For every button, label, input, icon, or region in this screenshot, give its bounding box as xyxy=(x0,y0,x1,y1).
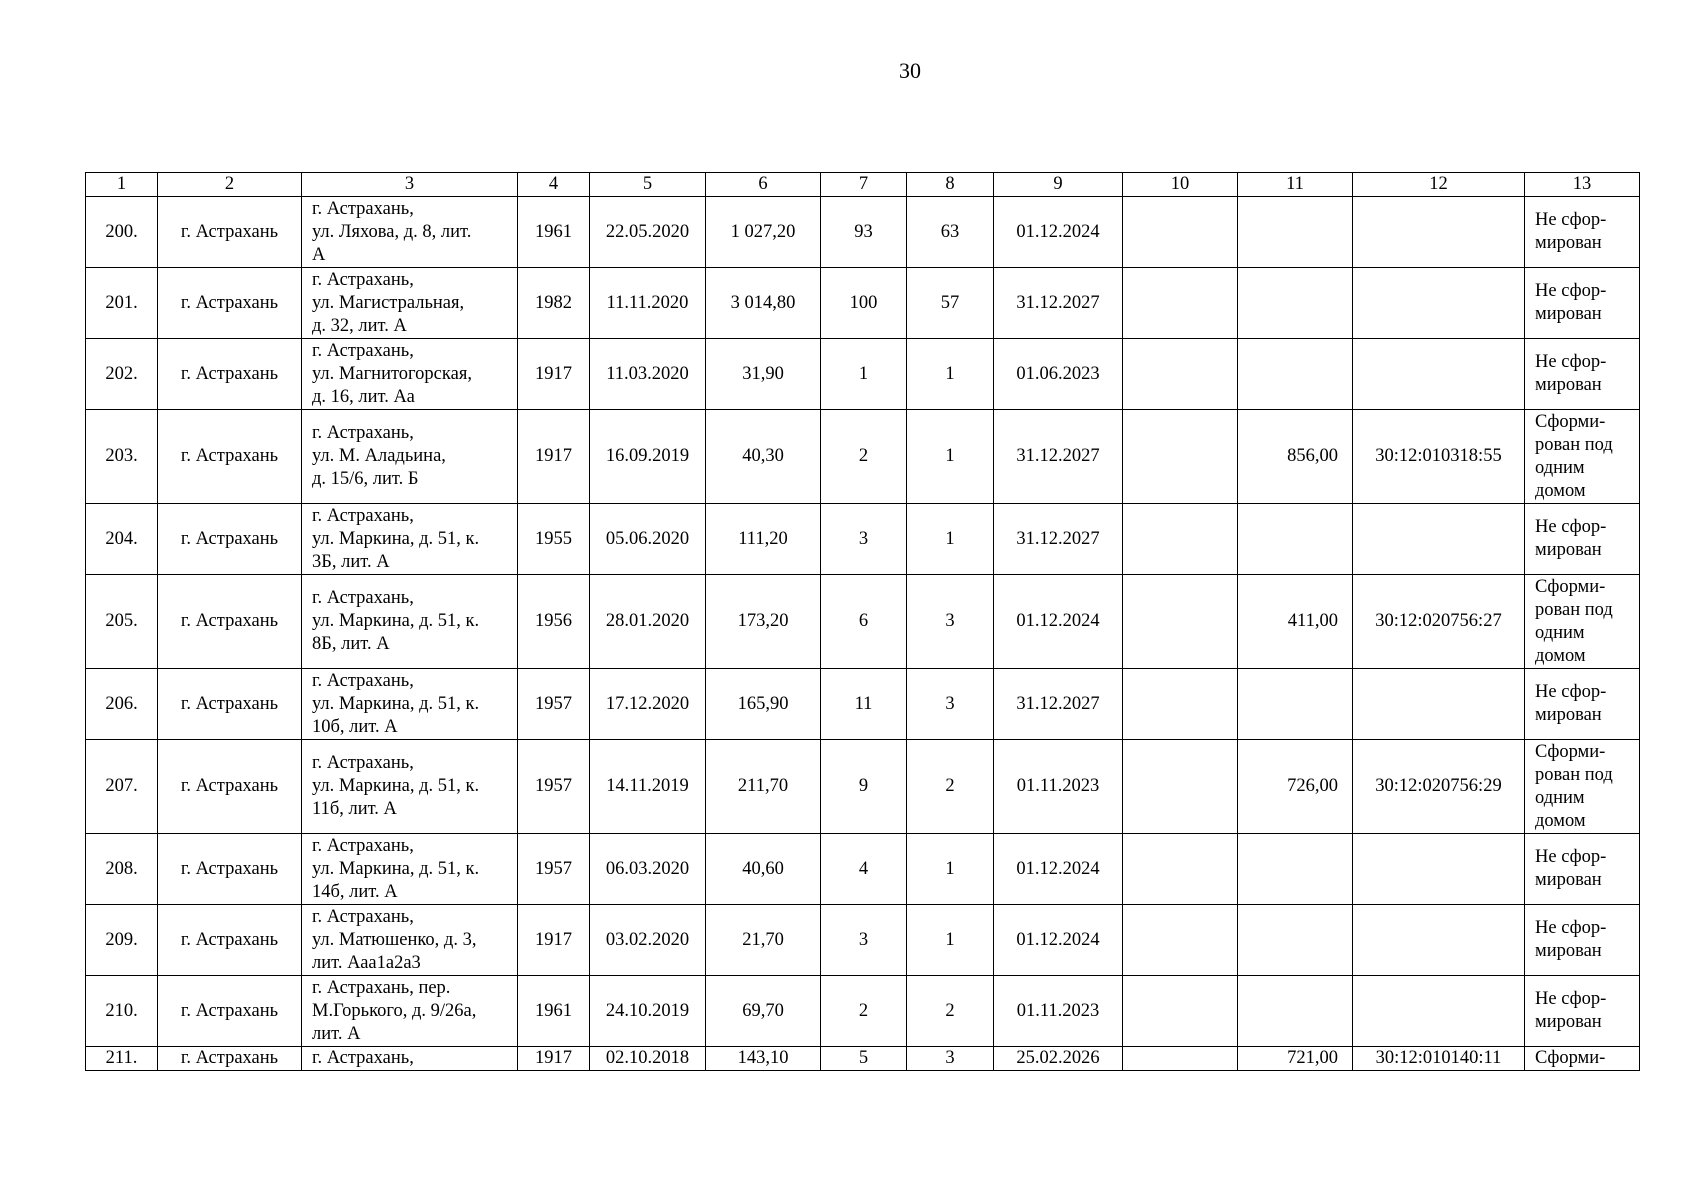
table-row xyxy=(86,669,1640,740)
address-line: лит. А xyxy=(312,1023,361,1044)
land-status-cell xyxy=(1525,504,1640,575)
date-cell: 05.06.2020 xyxy=(590,504,706,575)
address-line: г. Астрахань, xyxy=(312,835,414,856)
city-cell: г. Астрахань xyxy=(158,197,302,268)
column-10-cell xyxy=(1123,504,1238,575)
land-status-line: одним xyxy=(1535,622,1585,643)
land-status-line: Сформи- xyxy=(1535,741,1606,762)
land-status-cell xyxy=(1525,740,1640,834)
deadline-cell: 01.06.2023 xyxy=(994,339,1123,410)
cadastral-number-cell xyxy=(1353,976,1525,1047)
deadline-cell: 31.12.2027 xyxy=(994,504,1123,575)
land-status-line: мирован xyxy=(1535,941,1602,961)
cadastral-number-cell xyxy=(1353,905,1525,976)
table-row xyxy=(86,976,1640,1047)
city-cell: г. Астрахань xyxy=(158,268,302,339)
city-cell: г. Астрахань xyxy=(158,410,302,504)
land-status-cell xyxy=(1525,268,1640,339)
address-line: М.Горького, д. 9/26а, xyxy=(312,1000,477,1021)
row-number-cell: 207. xyxy=(86,740,158,834)
date-cell: 06.03.2020 xyxy=(590,834,706,905)
land-status-cell xyxy=(1525,976,1640,1047)
deadline-cell: 31.12.2027 xyxy=(994,410,1123,504)
column-7-cell: 11 xyxy=(821,669,907,740)
year-cell: 1956 xyxy=(518,575,590,669)
table-row xyxy=(86,339,1640,410)
address-line: г. Астрахань, xyxy=(312,906,414,927)
address-cell xyxy=(302,834,518,905)
deadline-cell: 01.11.2023 xyxy=(994,740,1123,834)
address-line: д. 15/6, лит. Б xyxy=(312,469,419,489)
row-number-cell: 201. xyxy=(86,268,158,339)
column-10-cell xyxy=(1123,669,1238,740)
cadastral-number-cell xyxy=(1353,504,1525,575)
address-cell xyxy=(302,268,518,339)
table-row xyxy=(86,268,1640,339)
address-cell xyxy=(302,1047,518,1071)
column-8-cell: 1 xyxy=(907,504,994,575)
year-cell: 1917 xyxy=(518,905,590,976)
cadastral-number-cell xyxy=(1353,669,1525,740)
column-number: 8 xyxy=(907,173,994,197)
cadastral-number-cell xyxy=(1353,197,1525,268)
land-status-line: домом xyxy=(1535,645,1586,666)
column-10-cell xyxy=(1123,197,1238,268)
area-cell: 1 027,20 xyxy=(706,197,821,268)
column-8-cell: 1 xyxy=(907,905,994,976)
land-status-line: мирован xyxy=(1535,540,1602,560)
address-cell xyxy=(302,504,518,575)
address-line: ул. Маркина, д. 51, к. xyxy=(312,611,480,631)
land-status-line: мирован xyxy=(1535,233,1602,253)
land-status-line: Не сфор- xyxy=(1535,918,1607,938)
column-number: 13 xyxy=(1525,173,1640,197)
column-10-cell xyxy=(1123,1047,1238,1071)
cadastral-number-cell: 30:12:020756:27 xyxy=(1353,575,1525,669)
address-cell xyxy=(302,197,518,268)
address-line: д. 32, лит. А xyxy=(312,315,407,336)
column-8-cell: 3 xyxy=(907,669,994,740)
column-7-cell: 2 xyxy=(821,410,907,504)
date-cell: 16.09.2019 xyxy=(590,410,706,504)
land-status-line: одним xyxy=(1535,787,1585,808)
cadastral-number-cell: 30:12:020756:29 xyxy=(1353,740,1525,834)
area-cell: 40,30 xyxy=(706,410,821,504)
column-number: 6 xyxy=(706,173,821,197)
land-area-cell xyxy=(1238,905,1353,976)
table-row xyxy=(86,905,1640,976)
land-area-cell: 856,00 xyxy=(1238,410,1353,504)
land-area-cell: 721,00 xyxy=(1238,1047,1353,1071)
city-cell: г. Астрахань xyxy=(158,976,302,1047)
address-line: г. Астрахань, xyxy=(312,269,414,290)
land-status-line: мирован xyxy=(1535,870,1602,890)
column-8-cell: 2 xyxy=(907,740,994,834)
land-area-cell xyxy=(1238,504,1353,575)
land-status-cell xyxy=(1525,575,1640,669)
area-cell: 111,20 xyxy=(706,504,821,575)
date-cell: 02.10.2018 xyxy=(590,1047,706,1071)
address-line: г. Астрахань, xyxy=(312,423,414,443)
column-number: 3 xyxy=(302,173,518,197)
land-status-line: Не сфор- xyxy=(1535,682,1607,702)
column-7-cell: 93 xyxy=(821,197,907,268)
land-area-cell xyxy=(1238,976,1353,1047)
land-status-line: Не сфор- xyxy=(1535,517,1607,537)
land-status-line: мирован xyxy=(1535,375,1602,395)
land-status-line: рован под xyxy=(1535,434,1613,455)
city-cell: г. Астрахань xyxy=(158,1047,302,1071)
table-row xyxy=(86,410,1640,504)
column-10-cell xyxy=(1123,339,1238,410)
land-status-line: Не сфор- xyxy=(1535,352,1607,372)
row-number-cell: 204. xyxy=(86,504,158,575)
land-status-line: Сформи- xyxy=(1535,576,1606,597)
address-line: 14б, лит. А xyxy=(312,881,398,902)
column-number: 5 xyxy=(590,173,706,197)
address-line: 3Б, лит. А xyxy=(312,551,390,572)
column-number: 9 xyxy=(994,173,1123,197)
address-line: ул. Маркина, д. 51, к. xyxy=(312,693,480,714)
column-8-cell: 1 xyxy=(907,834,994,905)
date-cell: 11.03.2020 xyxy=(590,339,706,410)
land-status-line: домом xyxy=(1535,810,1586,831)
address-line: 8Б, лит. А xyxy=(312,634,390,654)
cadastral-number-cell xyxy=(1353,339,1525,410)
deadline-cell: 01.12.2024 xyxy=(994,197,1123,268)
column-7-cell: 1 xyxy=(821,339,907,410)
row-number-cell: 211. xyxy=(86,1047,158,1071)
address-line: г. Астрахань, xyxy=(312,588,414,608)
year-cell: 1961 xyxy=(518,197,590,268)
deadline-cell: 31.12.2027 xyxy=(994,669,1123,740)
column-7-cell: 9 xyxy=(821,740,907,834)
city-cell: г. Астрахань xyxy=(158,339,302,410)
cadastral-number-cell: 30:12:010140:11 xyxy=(1353,1047,1525,1071)
address-line: 10б, лит. А xyxy=(312,716,398,737)
table-row xyxy=(86,1047,1640,1071)
page-number: 30 xyxy=(899,58,921,83)
cadastral-number-cell xyxy=(1353,834,1525,905)
city-cell: г. Астрахань xyxy=(158,669,302,740)
column-number: 2 xyxy=(158,173,302,197)
address-line: А xyxy=(312,244,326,265)
area-cell: 211,70 xyxy=(706,740,821,834)
row-number-cell: 205. xyxy=(86,575,158,669)
land-status-line: мирован xyxy=(1535,304,1602,324)
year-cell: 1982 xyxy=(518,268,590,339)
row-number-cell: 210. xyxy=(86,976,158,1047)
column-7-cell: 3 xyxy=(821,905,907,976)
address-line: ул. М. Аладьина, xyxy=(312,446,446,466)
year-cell: 1917 xyxy=(518,410,590,504)
column-10-cell xyxy=(1123,410,1238,504)
column-number: 10 xyxy=(1123,173,1238,197)
year-cell: 1961 xyxy=(518,976,590,1047)
column-number: 7 xyxy=(821,173,907,197)
year-cell: 1957 xyxy=(518,740,590,834)
city-cell: г. Астрахань xyxy=(158,834,302,905)
city-cell: г. Астрахань xyxy=(158,504,302,575)
table-row xyxy=(86,504,1640,575)
row-number-cell: 206. xyxy=(86,669,158,740)
column-number: 11 xyxy=(1238,173,1353,197)
area-cell: 21,70 xyxy=(706,905,821,976)
address-line: ул. Маркина, д. 51, к. xyxy=(312,858,480,879)
address-line: ул. Магистральная, xyxy=(312,292,465,313)
address-cell xyxy=(302,976,518,1047)
land-status-line: одним xyxy=(1535,457,1585,478)
row-number-cell: 203. xyxy=(86,410,158,504)
column-8-cell: 63 xyxy=(907,197,994,268)
address-cell xyxy=(302,575,518,669)
column-10-cell xyxy=(1123,740,1238,834)
land-status-line: Не сфор- xyxy=(1535,281,1607,301)
address-cell xyxy=(302,905,518,976)
area-cell: 143,10 xyxy=(706,1047,821,1071)
year-cell: 1917 xyxy=(518,339,590,410)
land-area-cell xyxy=(1238,669,1353,740)
table-row xyxy=(86,834,1640,905)
column-8-cell: 3 xyxy=(907,575,994,669)
year-cell: 1955 xyxy=(518,504,590,575)
address-cell xyxy=(302,410,518,504)
column-7-cell: 3 xyxy=(821,504,907,575)
land-status-cell xyxy=(1525,669,1640,740)
address-line: ул. Маркина, д. 51, к. xyxy=(312,776,480,796)
column-10-cell xyxy=(1123,976,1238,1047)
address-line: 11б, лит. А xyxy=(312,799,397,819)
column-8-cell: 57 xyxy=(907,268,994,339)
deadline-cell: 31.12.2027 xyxy=(994,268,1123,339)
year-cell: 1957 xyxy=(518,834,590,905)
land-status-line: Не сфор- xyxy=(1535,847,1607,867)
row-number-cell: 202. xyxy=(86,339,158,410)
column-8-cell: 2 xyxy=(907,976,994,1047)
year-cell: 1917 xyxy=(518,1047,590,1071)
column-7-cell: 6 xyxy=(821,575,907,669)
area-cell: 3 014,80 xyxy=(706,268,821,339)
land-area-cell xyxy=(1238,268,1353,339)
date-cell: 17.12.2020 xyxy=(590,669,706,740)
land-area-cell xyxy=(1238,834,1353,905)
area-cell: 31,90 xyxy=(706,339,821,410)
column-8-cell: 1 xyxy=(907,410,994,504)
column-8-cell: 3 xyxy=(907,1047,994,1071)
land-status-line: Сформи- xyxy=(1535,1048,1606,1068)
table-row xyxy=(86,197,1640,268)
date-cell: 03.02.2020 xyxy=(590,905,706,976)
row-number-cell: 208. xyxy=(86,834,158,905)
land-status-cell xyxy=(1525,197,1640,268)
table-row xyxy=(86,575,1640,669)
land-status-line: Сформи- xyxy=(1535,411,1606,432)
column-10-cell xyxy=(1123,834,1238,905)
land-status-cell xyxy=(1525,834,1640,905)
column-7-cell: 100 xyxy=(821,268,907,339)
area-cell: 40,60 xyxy=(706,834,821,905)
date-cell: 14.11.2019 xyxy=(590,740,706,834)
column-number: 12 xyxy=(1353,173,1525,197)
column-number: 4 xyxy=(518,173,590,197)
land-area-cell: 726,00 xyxy=(1238,740,1353,834)
land-status-cell xyxy=(1525,410,1640,504)
column-7-cell: 2 xyxy=(821,976,907,1047)
column-8-cell: 1 xyxy=(907,339,994,410)
address-line: д. 16, лит. Аа xyxy=(312,386,415,407)
address-line: ул. Ляхова, д. 8, лит. xyxy=(312,221,472,242)
area-cell: 173,20 xyxy=(706,575,821,669)
deadline-cell: 01.12.2024 xyxy=(994,834,1123,905)
land-status-line: мирован xyxy=(1535,1012,1602,1032)
deadline-cell: 01.11.2023 xyxy=(994,976,1123,1047)
land-status-line: рован под xyxy=(1535,764,1613,785)
address-line: г. Астрахань, xyxy=(312,670,414,691)
column-7-cell: 5 xyxy=(821,1047,907,1071)
land-area-cell xyxy=(1238,197,1353,268)
address-cell xyxy=(302,339,518,410)
deadline-cell: 25.02.2026 xyxy=(994,1047,1123,1071)
address-line: г. Астрахань, пер. xyxy=(312,977,451,998)
land-status-cell xyxy=(1525,1047,1640,1071)
address-line: ул. Магнитогорская, xyxy=(312,363,472,384)
address-line: лит. Ааа1а2а3 xyxy=(312,952,421,973)
deadline-cell: 01.12.2024 xyxy=(994,905,1123,976)
land-area-cell: 411,00 xyxy=(1238,575,1353,669)
city-cell: г. Астрахань xyxy=(158,740,302,834)
land-status-cell xyxy=(1525,905,1640,976)
land-status-line: Не сфор- xyxy=(1535,989,1607,1009)
row-number-cell: 209. xyxy=(86,905,158,976)
year-cell: 1957 xyxy=(518,669,590,740)
address-line: ул. Матюшенко, д. 3, xyxy=(312,929,477,950)
column-10-cell xyxy=(1123,575,1238,669)
address-line: ул. Маркина, д. 51, к. xyxy=(312,528,480,549)
land-status-line: мирован xyxy=(1535,705,1602,725)
table-row xyxy=(86,740,1640,834)
column-10-cell xyxy=(1123,268,1238,339)
address-cell xyxy=(302,740,518,834)
date-cell: 24.10.2019 xyxy=(590,976,706,1047)
cadastral-number-cell xyxy=(1353,268,1525,339)
land-area-cell xyxy=(1238,339,1353,410)
column-10-cell xyxy=(1123,905,1238,976)
city-cell: г. Астрахань xyxy=(158,905,302,976)
address-line: г. Астрахань, xyxy=(312,1048,414,1068)
column-7-cell: 4 xyxy=(821,834,907,905)
date-cell: 22.05.2020 xyxy=(590,197,706,268)
address-cell xyxy=(302,669,518,740)
land-status-line: домом xyxy=(1535,480,1586,501)
area-cell: 165,90 xyxy=(706,669,821,740)
deadline-cell: 01.12.2024 xyxy=(994,575,1123,669)
date-cell: 11.11.2020 xyxy=(590,268,706,339)
column-number-row xyxy=(86,173,1640,197)
date-cell: 28.01.2020 xyxy=(590,575,706,669)
address-line: г. Астрахань, xyxy=(312,505,414,526)
city-cell: г. Астрахань xyxy=(158,575,302,669)
address-line: г. Астрахань, xyxy=(312,198,414,219)
area-cell: 69,70 xyxy=(706,976,821,1047)
land-status-line: рован под xyxy=(1535,599,1613,620)
land-status-cell xyxy=(1525,339,1640,410)
row-number-cell: 200. xyxy=(86,197,158,268)
land-status-line: Не сфор- xyxy=(1535,210,1607,230)
column-number: 1 xyxy=(86,173,158,197)
housing-registry-table xyxy=(85,172,1640,1071)
address-line: г. Астрахань, xyxy=(312,340,414,361)
cadastral-number-cell: 30:12:010318:55 xyxy=(1353,410,1525,504)
address-line: г. Астрахань, xyxy=(312,753,414,773)
